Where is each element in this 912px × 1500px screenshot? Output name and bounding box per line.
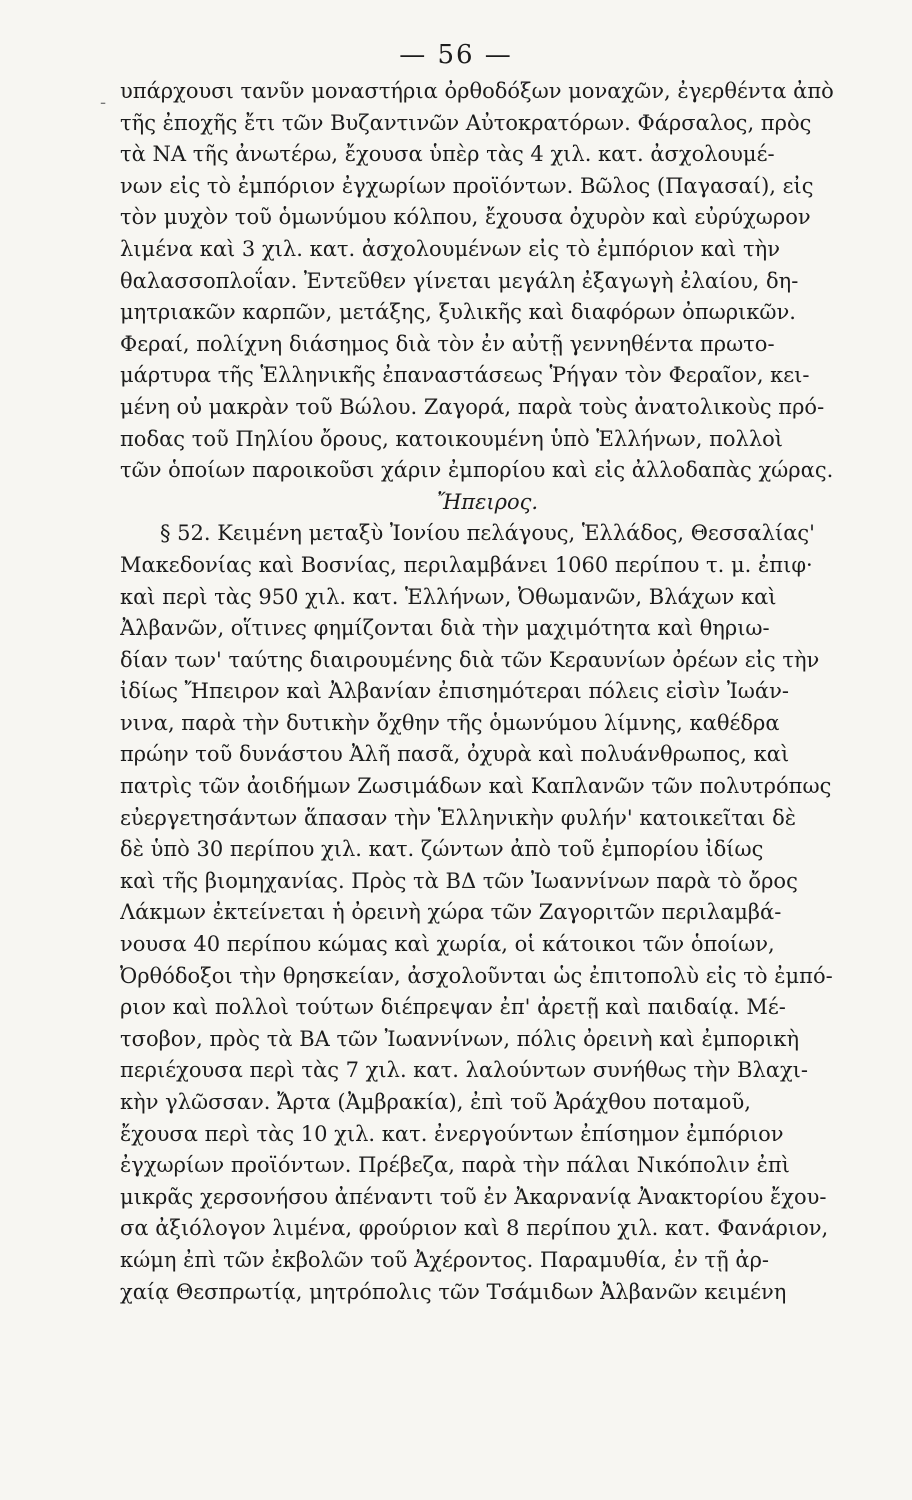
text-line: Ὀρθόδοξοι τὴν θρησκείαν, ἀσχολοῦνται ὡς ἐπιτοπολὺ εἰς τὸ ἐμπό- [120, 963, 833, 988]
text-line: σα ἀξιόλογον λιμένα, φρούριον καὶ 8 περίπου χιλ. κατ. Φανάριον, [120, 1216, 829, 1241]
text-line: καὶ περὶ τὰς 950 χιλ. κατ. Ἑλλήνων, Ὀθωμανῶν, Βλάχων καὶ [120, 584, 777, 609]
text-line: θαλασσοπλοΐαν. Ἐντεῦθεν γίνεται μεγάλη ἐξαγωγὴ ἐλαίου, δη- [120, 268, 799, 293]
text-line: εὐεργετησάντων ἅπασαν τὴν Ἑλληνικὴν φυλήν' κατοικεῖται δὲ [120, 805, 796, 830]
text-line: μάρτυρα τῆς Ἑλληνικῆς ἐπαναστάσεως Ῥήγαν τὸν Φεραῖον, κει- [120, 363, 810, 388]
text-line: ἐγχωρίων προϊόντων. Πρέβεζα, παρὰ τὴν πάλαι Νικόπολιν ἐπὶ [120, 1153, 790, 1178]
text-line: υπάρχουσι τανῦν μοναστήρια ὀρθοδόξων μοναχῶν, ἐγερθέντα ἀπὸ [120, 79, 834, 103]
page-number-text: — 56 — [399, 40, 513, 70]
text-line: καὶ τῆς βιομηχανίας. Πρὸς τὰ ΒΔ τῶν Ἰωαννίνων παρὰ τὸ ὄρος [120, 868, 798, 893]
text-line: ριον καὶ πολλοὶ τούτων διέπρεψαν ἐπ' ἀρετῇ καὶ παιδαίᾳ. Μέ- [120, 995, 786, 1020]
text-line: νων εἰς τὸ ἐμπόριον ἐγχωρίων προϊόντων. Βῶλος (Παγασαί), εἰς [120, 173, 814, 198]
text-line: χαίᾳ Θεσπρωτίᾳ, μητρόπολις τῶν Τσάμιδων Ἀλβανῶν κειμένη [120, 1279, 787, 1304]
text-line: § 52. Κειμένη μεταξὺ Ἰονίου πελάγους, Ἑλλάδος, Θεσσαλίας' [160, 521, 815, 546]
text-line: τῆς ἐποχῆς ἔτι τῶν Βυζαντινῶν Αὐτοκρατόρων. Φάρσαλος, πρὸς [120, 110, 812, 135]
text-line: δίαν των' ταύτης διαιρουμένης διὰ τῶν Κεραυνίων ὀρέων εἰς τὴν [120, 647, 820, 672]
section-heading: Ἤπειρος. [436, 489, 539, 514]
text-line: κὴν γλῶσσαν. Ἄρτα (Ἀμβρακία), ἐπὶ τοῦ Ἀράχθου ποταμοῦ, [120, 1090, 751, 1114]
text-line: νινα, παρὰ τὴν δυτικὴν ὄχθην τῆς ὁμωνύμου λίμνης, καθέδρα [120, 710, 780, 735]
text-line: ἔχουσα περὶ τὰς 10 χιλ. κατ. ἐνεργούντων ἐπίσημον ἐμπόριον [120, 1121, 784, 1146]
text-line: πατρὶς τῶν ἀοιδήμων Ζωσιμάδων καὶ Καπλανῶν τῶν πολυτρόπως [120, 774, 832, 799]
page-number [0, 40, 912, 70]
text-line: Μακεδονίας καὶ Βοσνίας, περιλαμβάνει 1060 περίπου τ. μ. ἐπιφ· [120, 552, 813, 577]
text-line: νουσα 40 περίπου κώμας καὶ χωρία, οἱ κάτοικοι τῶν ὁποίων, [120, 932, 775, 957]
text-line: τσοβον, πρὸς τὰ ΒΑ τῶν Ἰωαννίνων, πόλις ὀρεινὴ καὶ ἐμπορικὴ [120, 1026, 800, 1051]
text-line: κώμη ἐπὶ τῶν ἐκβολῶν τοῦ Ἀχέροντος. Παραμυθία, ἐν τῇ ἀρ- [120, 1247, 770, 1272]
margin-tick: - [100, 92, 107, 113]
text-line: δὲ ὑπὸ 30 περίπου χιλ. κατ. ζώντων ἀπὸ τοῦ ἐμπορίου ἰδίως [120, 837, 764, 862]
text-line: τῶν ὁποίων παροικοῦσι χάριν ἐμπορίου καὶ εἰς ἀλλοδαπὰς χώρας. [120, 458, 834, 483]
text-line: μικρᾶς χερσονήσου ἀπέναντι τοῦ ἐν Ἀκαρνανίᾳ Ἀνακτορίου ἔχου- [120, 1184, 827, 1209]
text-line: λιμένα καὶ 3 χιλ. κατ. ἀσχολουμένων εἰς τὸ ἐμπόριον καὶ τὴν [120, 236, 780, 261]
text-line: τὸν μυχὸν τοῦ ὁμωνύμου κόλπου, ἔχουσα ὀχυρὸν καὶ εὐρύχωρον [120, 205, 811, 230]
text-line: ποδας τοῦ Πηλίου ὄρους, κατοικουμένη ὑπὸ Ἑλλήνων, πολλοὶ [120, 426, 784, 451]
text-line: περιέχουσα περὶ τὰς 7 χιλ. κατ. λαλούντων συνήθως τὴν Βλαχι- [120, 1058, 808, 1083]
text-line: Φεραί, πολίχνη διάσημος διὰ τὸν ἐν αὐτῇ γεννηθέντα πρωτο- [120, 331, 775, 356]
text-line: Λάκμων ἐκτείνεται ἡ ὀρεινὴ χώρα τῶν Ζαγοριτῶν περιλαμβά- [120, 900, 782, 925]
body-text [120, 76, 855, 1308]
text-line: Ἀλβανῶν, οἵτινες φημίζονται διὰ τὴν μαχιμότητα καὶ θηριω- [120, 616, 770, 641]
text-line: ἰδίως Ἤπειρον καὶ Ἀλβανίαν ἐπισημότεραι πόλεις εἰσὶν Ἰωάν- [120, 679, 789, 704]
text-line: μένη οὐ μακρὰν τοῦ Βώλου. Ζαγορά, παρὰ τοὺς ἀνατολικοὺς πρό- [120, 394, 825, 419]
text-line: τὰ ΝΑ τῆς ἀνωτέρω, ἔχουσα ὑπὲρ τὰς 4 χιλ. κατ. ἀσχολουμέ- [120, 142, 775, 167]
text-line: μητριακῶν καρπῶν, μετάξης, ξυλικῆς καὶ διαφόρων ὀπωρικῶν. [120, 300, 796, 325]
text-line: πρώην τοῦ δυνάστου Ἀλῆ πασᾶ, ὀχυρὰ καὶ πολυάνθρωπος, καὶ [120, 742, 790, 767]
